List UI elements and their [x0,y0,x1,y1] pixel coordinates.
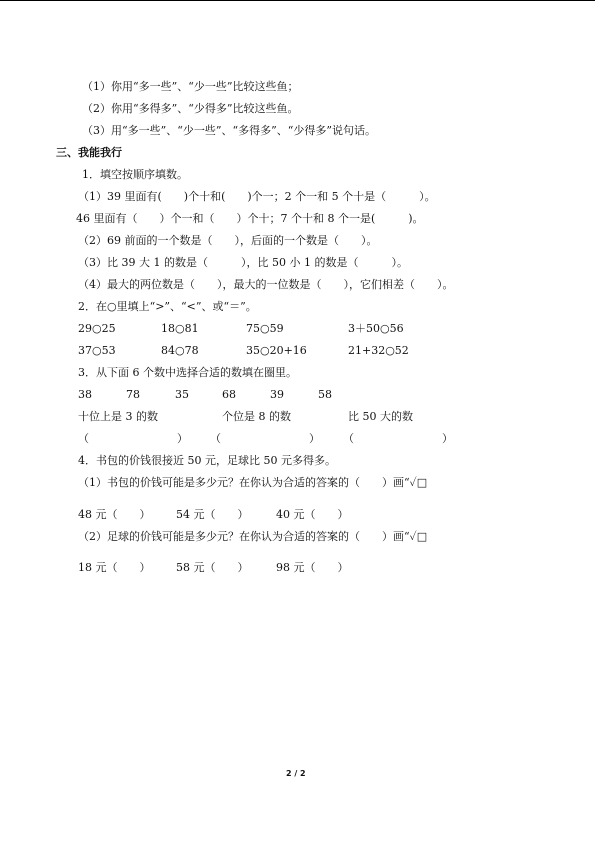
question-line: （1）书包的价钱可能是多少元？在你认为合适的答案的（ ）画“✓□ [78,476,428,489]
price-option: 98 元（ ） [276,561,349,574]
page-number: 2 / 2 [286,769,306,778]
compare-item: 29○25 [78,322,116,335]
number-item: 68 [222,388,236,401]
question-line: 46 里面有（ ）个一和（ ）个十；7 个十和 8 个一是( )。 [76,212,424,225]
price-option: 58 元（ ） [176,561,249,574]
question-line: （3）用“多一些”、“少一些”、“多得多”、“少得多”说句话。 [82,124,376,137]
price-option: 40 元（ ） [276,508,349,521]
compare-item: 18○81 [161,322,199,335]
compare-item: 84○78 [161,344,199,357]
question-line: （2）69 前面的一个数是（ ），后面的一个数是（ ）。 [78,234,378,247]
category-label: 比 50 大的数 [348,410,413,423]
question-line: （1）39 里面有( )个十和( )个一；2 个一和 5 个十是（ ）。 [78,190,436,203]
answer-box: （ ） [78,432,188,445]
price-option: 18 元（ ） [78,561,151,574]
number-item: 39 [270,388,284,401]
compare-item: 3＋50○56 [348,322,404,335]
compare-item: 35○20+16 [246,344,307,357]
price-option: 48 元（ ） [78,508,151,521]
compare-item: 75○59 [246,322,284,335]
number-item: 38 [78,388,92,401]
section-heading: 三、我能我行 [56,146,122,159]
category-label: 十位上是 3 的数 [78,410,158,423]
answer-box: （ ） [210,432,320,445]
price-option: 54 元（ ） [176,508,249,521]
compare-item: 37○53 [78,344,116,357]
question-line: （3）比 39 大 1 的数是（ ），比 50 小 1 的数是（ ）。 [78,256,408,269]
question-line: （2）足球的价钱可能是多少元？在你认为合适的答案的（ ）画“✓□ [78,530,428,543]
question-line: （2）你用“多得多”、“少得多”比较这些鱼。 [82,102,299,115]
number-item: 58 [318,388,332,401]
question-line: 1．填空按顺序填数。 [82,168,188,181]
question-line: 2．在○里填上“>”、“<”、或“＝”。 [78,300,257,313]
number-item: 78 [126,388,140,401]
number-item: 35 [175,388,189,401]
question-line: （1）你用“多一些”、“少一些”比较这些鱼； [82,80,299,93]
top-border [0,0,595,1]
question-line: 3．从下面 6 个数中选择合适的数填在圈里。 [78,366,297,379]
compare-item: 21+32○52 [348,344,409,357]
category-label: 个位是 8 的数 [222,410,291,423]
question-line: 4．书包的价钱很接近 50 元，足球比 50 元多得多。 [78,454,336,467]
answer-box: （ ） [343,432,453,445]
question-line: （4）最大的两位数是（ ），最大的一位数是（ ），它们相差（ ）。 [78,278,454,291]
